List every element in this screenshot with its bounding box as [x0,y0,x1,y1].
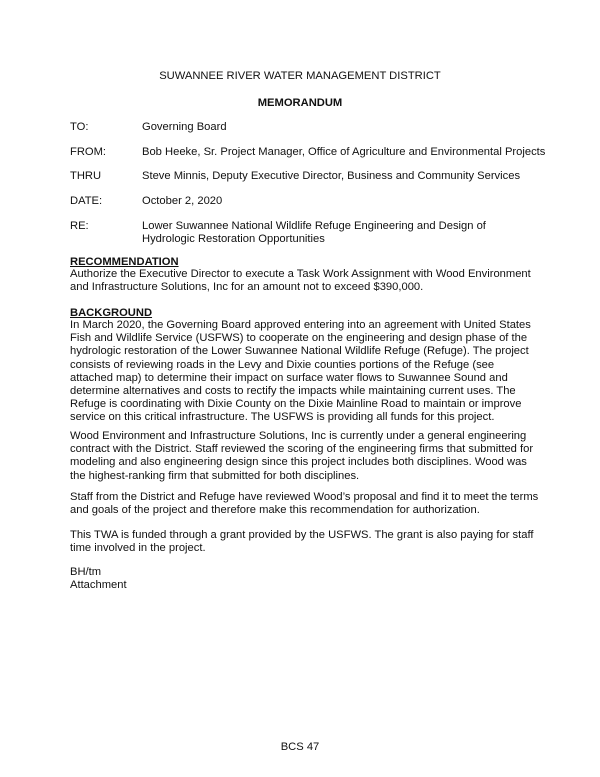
background-paragraph: In March 2020, the Governing Board approved entering into an agreement with United States Fish and Wildlife Service (USFWS) to cooperate on the engineering and design phase of the hydrologic restoration of the Lower Suwannee National Wildlife Refuge (Refuge). The project consists of reviewing roads in the Levy and Dixie counties portions of the Refuge (see attached map) to determine their impact on surface water flows to Suwannee Sound and determine alternatives and costs to rectify the impacts while maintaining current uses. The Refuge is coordinating with Dixie County on the Dixie Mainline Road to maintain or improve service on this critical infrastructure. The USFWS is providing all funds for this project. [70,319,531,424]
memo-field-value: October 2, 2020 [142,195,223,207]
memo-field-label: DATE: [70,195,103,207]
memo-field-label: THRU [70,170,102,182]
memo-field-label: RE: [70,220,89,232]
memo-field-value: Lower Suwannee National Wildlife Refuge Engineering and Design of Hydrologic Restoration Opportunities [142,220,486,245]
background-paragraph: Wood Environment and Infrastructure Solutions, Inc is currently under a general engineering contract with the District. Staff reviewed the scoring of the engineering firms that submitted for modeling and also engineering design since this project includes both disciplines. Wood was the highest-ranking firm that submitted for both disciplines. [70,430,534,482]
background-paragraph: Staff from the District and Refuge have reviewed Wood’s proposal and find it to meet the terms and goals of the project and therefore make this recommendation for authorization. [70,491,539,517]
memo-field-label: FROM: [70,146,107,158]
organization-name: SUWANNEE RIVER WATER MANAGEMENT DISTRICT [159,70,441,82]
memo-field-value: Steve Minnis, Deputy Executive Director, Business and Community Services [142,170,521,182]
document-type: MEMORANDUM [257,97,343,109]
memo-field-value: Bob Heeke, Sr. Project Manager, Office of Agriculture and Environmental Projects [142,146,546,158]
attachment-note: Attachment [70,579,127,591]
page-number: BCS 47 [280,741,320,753]
author-initials: BH/tm [70,566,102,578]
background-heading: BACKGROUND [70,307,153,319]
recommendation-text: Authorize the Executive Director to execute a Task Work Assignment with Wood Environment and Infrastructure Solutions, Inc for an amount not to exceed $390,000. [70,268,531,294]
memo-field-value: Governing Board [142,121,227,133]
memo-field-label: TO: [70,121,89,133]
recommendation-heading: RECOMMENDATION [70,256,179,268]
background-paragraph: This TWA is funded through a grant provided by the USFWS. The grant is also paying for staff time involved in the project. [70,529,534,555]
